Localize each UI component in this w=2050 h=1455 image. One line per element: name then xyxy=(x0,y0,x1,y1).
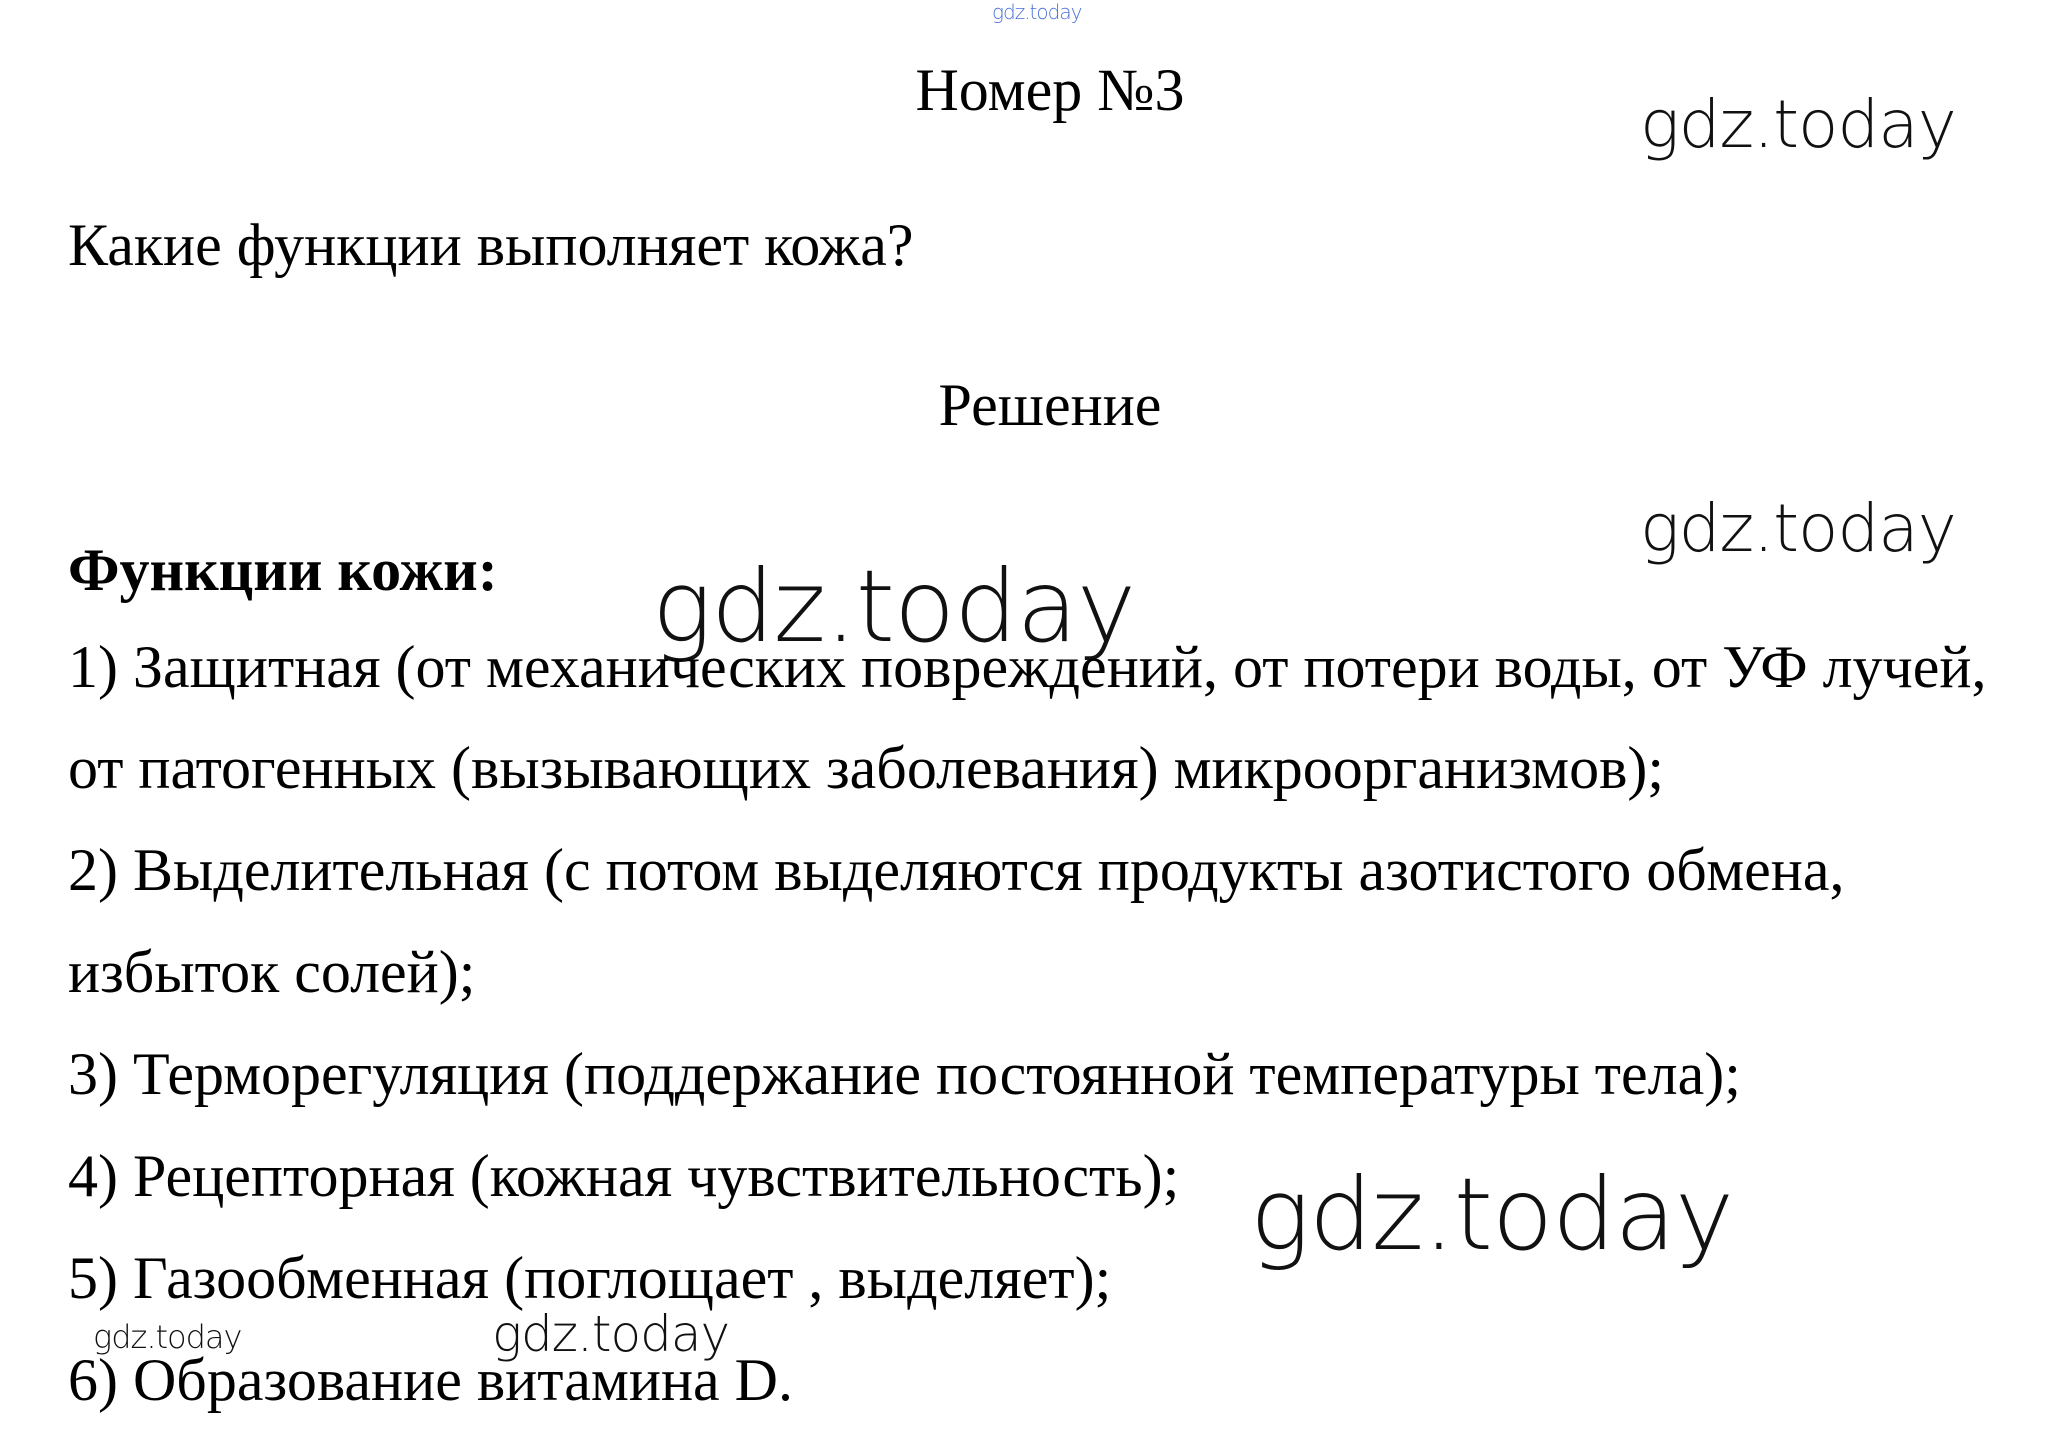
solution-line-1: 1) Защитная (от механических повреждений, от потери воды, от УФ лучей, xyxy=(68,634,1987,700)
solution-line-8: 6) Образование витамина D. xyxy=(68,1347,794,1413)
solution-line-5: 3) Терморегуляция (поддержание постоянной температуры тела); xyxy=(68,1041,1741,1107)
solution-subheading: Функции кожи: xyxy=(68,537,498,603)
solution-line-6: 4) Рецепторная (кожная чувствительность); xyxy=(68,1143,1180,1209)
watermark-top-tiny: gdz.today xyxy=(992,0,1082,24)
question-text: Какие функции выполняет кожа? xyxy=(68,212,914,278)
solution-line-2: от патогенных (вызывающих заболевания) микроорганизмов); xyxy=(68,735,1665,801)
solution-line-3: 2) Выделительная (с потом выделяются продукты азотистого обмена, xyxy=(68,837,1845,903)
watermark-bottom-center: gdz.today xyxy=(492,1305,730,1363)
solution-line-4: избыток солей); xyxy=(68,939,476,1005)
solution-heading: Решение xyxy=(938,372,1162,438)
solution-line-7: 5) Газообменная (поглощает , выделяет); xyxy=(68,1245,1112,1311)
watermark-top-right: gdz.today xyxy=(1640,86,1956,163)
watermark-bottom-right-large: gdz.today xyxy=(1250,1156,1734,1273)
watermark-right-middle: gdz.today xyxy=(1640,490,1956,567)
watermark-center-large: gdz.today xyxy=(652,548,1136,665)
page-title: Номер №3 xyxy=(915,57,1185,123)
watermark-bottom-left-small: gdz.today xyxy=(93,1318,242,1356)
